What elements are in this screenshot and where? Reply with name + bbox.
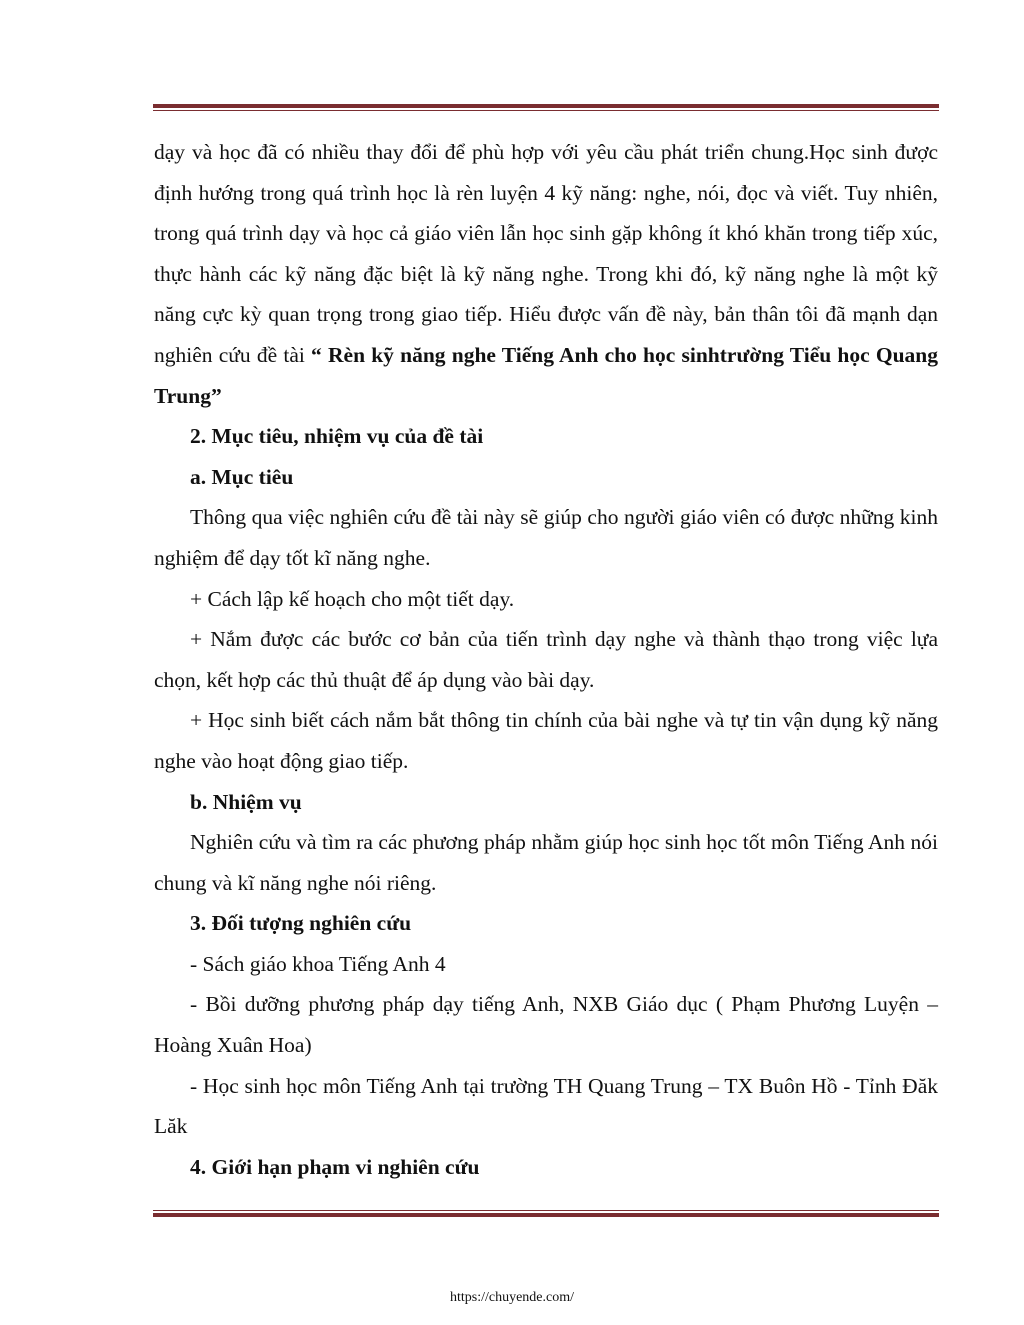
header-rule — [153, 104, 939, 111]
footer-rule-thin — [153, 1210, 939, 1211]
section-3-heading: 3. Đối tượng nghiên cứu — [190, 911, 412, 936]
footer-url-link[interactable]: https://chuyende.com/ — [449, 1290, 575, 1305]
footer-rule — [153, 1210, 939, 1217]
section-3-item-3: - Học sinh học môn Tiếng Anh tại trường TH Quang Trung – TX Buôn Hồ - Tỉnh Đăk Lăk — [154, 1073, 938, 1139]
section-2a-item-2: + Nắm được các bước cơ bản của tiến trình dạy nghe và thành thạo trong việc lựa chọn, kết hợp các thủ thuật để áp dụng vào bài dạy. — [154, 627, 938, 692]
intro-paragraph — [154, 132, 938, 416]
section-3-item-2: - Bồi dưỡng phương pháp dạy tiếng Anh, NXB Giáo dục ( Phạm Phương Luyện – Hoàng Xuân Hoa) — [154, 992, 938, 1058]
section-2a-paragraph: Thông qua việc nghiên cứu đề tài này sẽ giúp cho người giáo viên có được những kinh nghiệm để dạy tốt kĩ năng nghe. — [154, 505, 938, 570]
section-3-item-1: - Sách giáo khoa Tiếng Anh 4 — [190, 951, 446, 976]
section-2a-item-3: + Học sinh biết cách nắm bắt thông tin chính của bài nghe và tự tin vận dụng kỹ năng nghe vào hoạt động giao tiếp. — [154, 708, 938, 773]
intro-text: dạy và học đã có nhiều thay đổi để phù hợp với yêu cầu phát triển chung.Học sinh được định hướng trong quá trình học là rèn luyện 4 kỹ năng: nghe, nói, đọc và viết. Tuy nhiên, trong quá trình dạy và học cả giáo viên lẫn học sinh gặp không ít khó khăn trong tiếp xúc, thực hành các kỹ năng đặc biệt là kỹ năng nghe. Trong khi đó, kỹ năng nghe là một kỹ năng cực kỳ quan trọng trong giao tiếp. Hiểu được vấn đề này, bản thân tôi đã mạnh dạn nghiên cứu đề tài — [154, 140, 938, 367]
intro-title-bold: “ Rèn kỹ năng nghe Tiếng Anh cho học sinhtrường Tiểu học Quang Trung” — [154, 342, 938, 408]
footer-rule-thick — [153, 1213, 939, 1217]
section-2b-paragraph: Nghiên cứu và tìm ra các phương pháp nhằm giúp học sinh học tốt môn Tiếng Anh nói chung và kĩ năng nghe nói riêng. — [154, 830, 938, 895]
document-body — [154, 132, 938, 1187]
section-2a-heading: a. Mục tiêu — [190, 464, 294, 489]
header-rule-thin — [153, 110, 939, 111]
section-2b-heading: b. Nhiệm vụ — [190, 789, 302, 814]
header-rule-thick — [153, 104, 939, 108]
section-2a-item-1: + Cách lập kế hoạch cho một tiết dạy. — [190, 586, 515, 611]
section-4-heading: 4. Giới hạn phạm vi nghiên cứu — [190, 1154, 480, 1179]
section-2-heading: 2. Mục tiêu, nhiệm vụ của đề tài — [190, 424, 484, 449]
